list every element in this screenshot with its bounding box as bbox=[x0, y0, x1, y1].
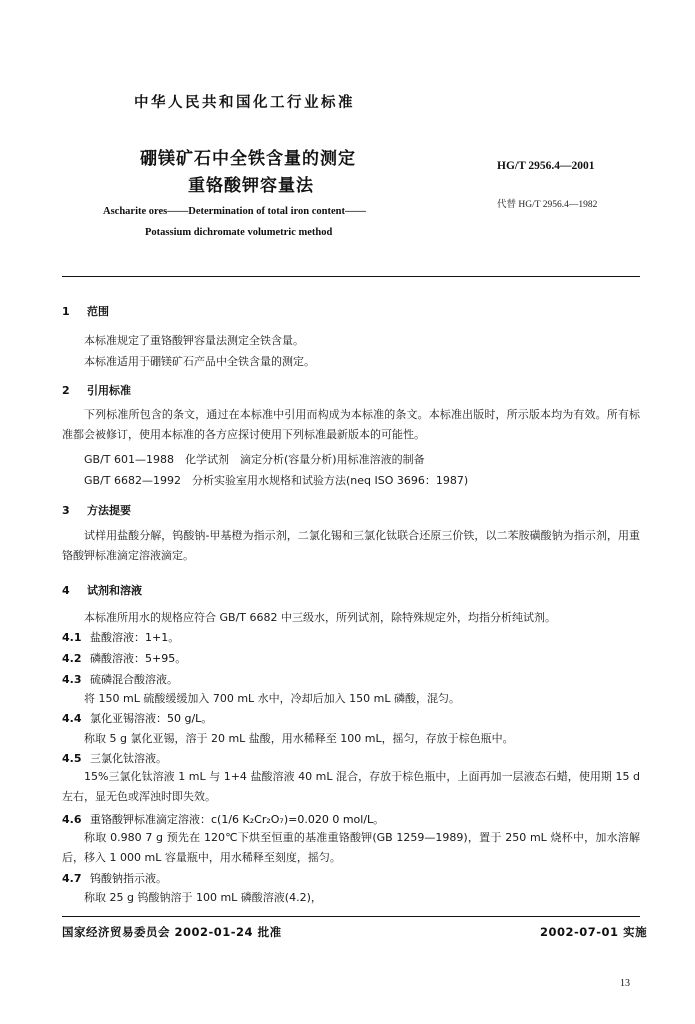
paragraph: 试样用盐酸分解，钨酸钠-甲基橙为指示剂，二氯化锡和三氯化钛联合还原三价铁，以二苯胺磺酸钠为指示剂，用重铬酸钾标准滴定溶液滴定。 bbox=[62, 529, 640, 562]
reagent-item bbox=[62, 710, 212, 726]
item-number: 4.3 bbox=[62, 673, 82, 686]
reagent-item bbox=[62, 671, 178, 687]
document-title-line2: 重铬酸钾容量法 bbox=[188, 176, 314, 196]
paragraph: 本标准所用水的规格应符合 GB/T 6682 中三级水，所列试剂，除特殊规定外，均指分析纯试剂。 bbox=[84, 611, 556, 624]
item-detail: 称取 5 g 氯化亚锡，溶于 20 mL 盐酸，用水稀释至 100 mL，摇匀，存放于棕色瓶中。 bbox=[84, 732, 514, 745]
reagent-item bbox=[62, 870, 167, 886]
item-detail: 15%三氯化钛溶液 1 mL 与 1+4 盐酸溶液 40 mL 混合，存放于棕色瓶中，上面再加一层液态石蜡，使用期 15 d 左右，显无色或浑浊时即失效。 bbox=[62, 770, 640, 803]
reagent-item bbox=[62, 811, 384, 827]
page-number: 13 bbox=[620, 978, 630, 989]
item-number: 4.2 bbox=[62, 652, 82, 665]
item-text: 盐酸溶液：1+1。 bbox=[90, 631, 180, 644]
reagent-item bbox=[62, 629, 179, 645]
item-number: 4.4 bbox=[62, 712, 82, 725]
section-3-heading bbox=[62, 502, 131, 518]
section-2-heading bbox=[62, 382, 131, 398]
reference-item: GB/T 6682—1992 分析实验室用水规格和试验方法(neq ISO 3696：1987) bbox=[84, 474, 469, 487]
english-title-line1: Ascharite ores——Determination of total iron content—— bbox=[103, 206, 366, 217]
footer-divider bbox=[62, 916, 640, 917]
item-detail: 称取 0.980 7 g 预先在 120℃下烘至恒重的基准重铬酸钾(GB 1259—1989)，置于 250 mL 烧杯中，加水溶解后，移入 1 000 mL 容量瓶中，用水稀释至刻度，摇匀。 bbox=[62, 831, 640, 864]
section-1-heading bbox=[62, 303, 109, 319]
item-text: 钨酸钠指示液。 bbox=[90, 872, 167, 885]
section-number: 1 bbox=[62, 305, 70, 318]
section-title: 范围 bbox=[87, 305, 109, 318]
item-text: 重铬酸钾标准滴定溶液：c(1/6 K₂Cr₂O₇)=0.020 0 mol/L。 bbox=[90, 813, 385, 826]
item-detail: 将 150 mL 硫酸缓缓加入 700 mL 水中，冷却后加入 150 mL 磷酸，混匀。 bbox=[84, 692, 460, 705]
item-text: 磷酸溶液：5+95。 bbox=[90, 652, 187, 665]
paragraph: 本标准适用于硼镁矿石产品中全铁含量的测定。 bbox=[84, 355, 315, 368]
paragraph: 本标准规定了重铬酸钾容量法测定全铁含量。 bbox=[84, 334, 304, 347]
issuing-authority-header: 中华人民共和国化工行业标准 bbox=[134, 95, 355, 111]
header-divider bbox=[62, 276, 640, 277]
document-title-line1: 硼镁矿石中全铁含量的测定 bbox=[140, 149, 356, 169]
english-title-line2: Potassium dichromate volumetric method bbox=[145, 227, 333, 238]
section-title: 引用标准 bbox=[87, 384, 131, 397]
item-detail: 称取 25 g 钨酸钠溶于 100 mL 磷酸溶液(4.2)， bbox=[84, 891, 322, 904]
item-number: 4.5 bbox=[62, 752, 82, 765]
item-number: 4.7 bbox=[62, 872, 82, 885]
item-number: 4.1 bbox=[62, 631, 82, 644]
section-number: 4 bbox=[62, 584, 70, 597]
section-number: 2 bbox=[62, 384, 70, 397]
item-number: 4.6 bbox=[62, 813, 82, 826]
implementation-date: 2002-07-01 实施 bbox=[540, 925, 648, 939]
section-4-heading bbox=[62, 582, 142, 598]
replaces-standard: 代替 HG/T 2956.4—1982 bbox=[497, 200, 598, 210]
item-text: 三氯化钛溶液。 bbox=[90, 752, 167, 765]
item-text: 氯化亚锡溶液：50 g/L。 bbox=[90, 712, 213, 725]
approval-date: 国家经济贸易委员会 2002-01-24 批准 bbox=[62, 925, 282, 939]
reagent-item bbox=[62, 750, 167, 766]
section-title: 试剂和溶液 bbox=[87, 584, 142, 597]
item-text: 硫磷混合酸溶液。 bbox=[90, 673, 178, 686]
section-number: 3 bbox=[62, 504, 70, 517]
standard-number: HG/T 2956.4—2001 bbox=[497, 160, 595, 172]
reagent-item bbox=[62, 650, 186, 666]
paragraph: 下列标准所包含的条文，通过在本标准中引用而构成为本标准的条文。本标准出版时，所示版本均为有效。所有标准都会被修订，使用本标准的各方应探讨使用下列标准最新版本的可能性。 bbox=[62, 408, 640, 441]
reference-item: GB/T 601—1988 化学试剂 滴定分析(容量分析)用标准溶液的制备 bbox=[84, 453, 425, 466]
section-title: 方法提要 bbox=[87, 504, 131, 517]
